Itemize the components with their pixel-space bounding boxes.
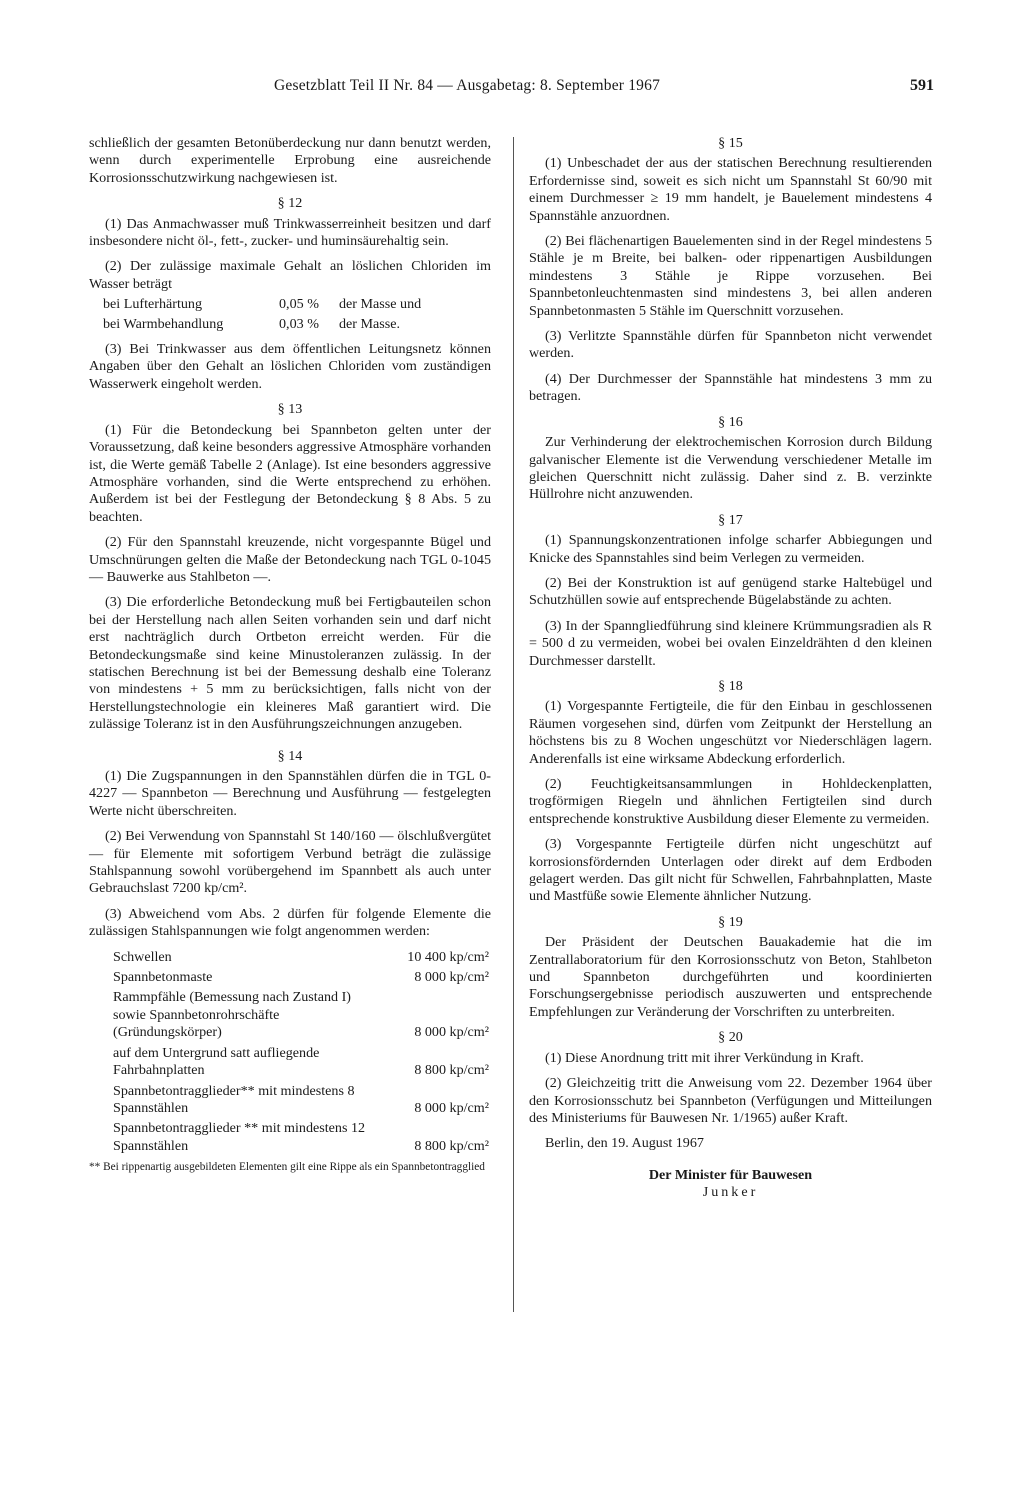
paragraph: (1) Die Zugspannungen in den Spannstählen dürfen die in TGL 0-4227 — Spannbeton — Berechnung und Ausführung — festgelegten Werte nicht überschreiten.	[89, 768, 491, 819]
place-date: Berlin, den 19. August 1967	[545, 1135, 704, 1152]
chloride-value: 0,05 %	[279, 296, 319, 313]
signature-title: Der Minister für Bauwesen	[648, 1166, 813, 1183]
chloride-value: 0,03 %	[279, 315, 319, 332]
paragraph: (2) Für den Spannstahl kreuzende, nicht vorgespannte Bügel und Umschnürungen gelten die Maße der Betondeckung nach TGL 0-1045 — Bauwerke aus Stahlbeton —.	[89, 534, 491, 585]
paragraph: Der Präsident der Deutschen Bauakademie hat die im Zentrallaboratorium für den Korrosionsschutz von Beton, Stahlbeton und Spannbeton durchgeführten und koordinierten Forschungsergebnisse periodisch auszuwerten und entsprechende Empfehlungen zur Veränderung der Vorschriften zu unterbreiten.	[529, 934, 932, 1020]
element-name: Rammpfähle (Bemessung nach Zustand I) sowie Spannbetonrohrschäfte (Gründungskörper)	[113, 989, 351, 1041]
paragraph: (3) Vorgespannte Fertigteile dürfen nicht ungeschützt auf korrosionsfördernden Unterlagen oder direkt auf dem Erdboden gelagert werden. Das gilt nicht für Schwellen, Fahrbahnplatten, Maste und Mastfüße sowie Elemente ähnlicher Nutzung.	[529, 836, 932, 905]
chloride-row	[103, 316, 491, 333]
paragraph: (2) Feuchtigkeitsansammlungen in Hohldeckenplatten, trogförmigen Riegeln und ähnlichen Fertigteilen sind durch entsprechende konstruktive Ausbildung dieser Elemente zu vermeiden.	[529, 776, 932, 827]
table-row	[113, 1045, 489, 1080]
paragraph: (1) Vorgespannte Fertigteile, die für den Einbau in geschlossenen Räumen vorgesehen sind, dürfen vom Zeitpunkt der Herstellung an höchstens bis zu 8 Wochen ungeschützt vor Niederschlägen lagern. Anderenfalls ist eine wirksame Abdeckung erforderlich.	[529, 698, 932, 767]
section-heading-20: § 20	[718, 1029, 743, 1046]
paragraph: (3) Abweichend vom Abs. 2 dürfen für folgende Elemente die zulässigen Stahlspannungen wie folgt angenommen werden:	[89, 905, 491, 940]
paragraph: Zur Verhinderung der elektrochemischen Korrosion durch Bildung galvanischer Elemente ist die Verwendung verschiedener Metalle im gleichen Querschnitt nicht zulässig. Daher sind z. B. verzinkte Hüllrohre nicht anzuwenden.	[529, 434, 932, 503]
element-name: Spannbetontragglieder ** mit mindestens 12 Spannstählen	[113, 1120, 366, 1154]
paragraph: (4) Der Durchmesser der Spannstähle hat mindestens 3 mm zu betragen.	[529, 370, 932, 405]
section-heading-17: § 17	[718, 511, 743, 528]
table-row	[113, 989, 489, 1041]
section-heading-13: § 13	[277, 401, 303, 418]
signature-name: Junker	[702, 1184, 759, 1201]
chloride-label: bei Lufterhärtung	[103, 296, 203, 313]
table-row	[113, 949, 489, 966]
paragraph: (2) Bei Verwendung von Spannstahl St 140/160 — ölschlußvergütet — für Elemente mit sofortigem Verbund beträgt die zulässige Stahlspannung sowohl vorübergehend im Spannbett als auch unter Gebrauchslast 7200 kp/cm².	[89, 828, 491, 897]
paragraph: (1) Das Anmachwasser muß Trinkwasserreinheit besitzen und darf insbesondere nicht öl-, fett-, zucker- und huminsäurehaltig sein.	[89, 215, 491, 250]
element-name: Spannbetontragglieder** mit mindestens 8 Spannstählen	[113, 1082, 355, 1116]
table-row	[113, 1120, 489, 1155]
section-heading-15: § 15	[718, 135, 743, 151]
left-column	[89, 135, 491, 1174]
chloride-row	[103, 296, 491, 313]
section-heading-19: § 19	[718, 913, 743, 930]
section-heading-14: § 14	[277, 747, 303, 764]
stress-value: 8 800 kp/cm²	[414, 1137, 489, 1154]
stress-value: 8 000 kp/cm²	[414, 969, 489, 986]
footnote: ** Bei rippenartig ausgebildeten Elementen gilt eine Rippe als ein Spannbetontragglied	[89, 1161, 485, 1174]
stress-value: 10 400 kp/cm²	[407, 948, 489, 965]
paragraph: (1) Diese Anordnung tritt mit ihrer Verkündung in Kraft.	[545, 1049, 864, 1066]
stress-value: 8 000 kp/cm²	[414, 1024, 489, 1041]
section-heading-16: § 16	[718, 413, 743, 430]
paragraph: (1) Unbeschadet der aus der statischen Berechnung resultierenden Erfordernisse sind, soweit es sich nicht um Spannstahl St 60/90 mit einem Durchmesser ≥ 19 mm handelt, je Bauelement mindestens 4 Spannstähle anzuordnen.	[529, 155, 932, 224]
element-name: Spannbetonmaste	[113, 969, 213, 986]
paragraph: (3) Die erforderliche Betondeckung muß bei Fertigbauteilen schon bei der Herstellung nach allen Seiten vorhanden sein und darf nicht erst nachträglich durch Ortbeton erreicht werden. Für die Betondeckungsmaße sind keine Minustoleranzen zulässig. In der statischen Berechnung ist bei der Bemessung deshalb eine Toleranz von mindestens + 5 mm zu berücksichtigen, falls nicht von der Herstellungstechnologie ein kleineres Maß garantiert wird. Die zulässige Toleranz ist in den Ausführungszeichnungen anzugeben.	[89, 594, 491, 733]
chloride-suffix: der Masse.	[339, 315, 401, 332]
paragraph: (2) Gleichzeitig tritt die Anweisung vom 22. Dezember 1964 über den Korrosionsschutz bei Spannbeton (Verfügungen und Mitteilungen des Ministeriums für Bauwesen Nr. 1/1965) außer Kraft.	[529, 1075, 932, 1126]
paragraph: (1) Spannungskonzentrationen infolge scharfer Abbiegungen und Knicke des Spannstahles sind beim Verlegen zu vermeiden.	[529, 532, 932, 566]
paragraph: (3) In der Spanngliedführung sind kleinere Krümmungsradien als R = 500 d zu vermeiden, wobei bei ovalen Einzeldrähten d den kleinen Durchmesser darstellt.	[529, 617, 932, 669]
paragraph: (1) Für die Betondeckung bei Spannbeton gelten unter der Voraussetzung, daß keine besonders aggressive Atmosphäre vorhanden ist, die Werte gemäß Tabelle 2 (Anlage). Ist eine besonders aggressive Atmosphäre vorhanden, sind die Werte entsprechend zu erhöhen. Außerdem ist bei der Festlegung der Betondeckung § 8 Abs. 5 zu beachten.	[89, 421, 491, 525]
intro-paragraph: schließlich der gesamten Betonüberdeckung nur dann benutzt werden, wenn durch experimentelle Erprobung eine ausreichende Korrosionsschutzwirkung nachgewiesen ist.	[89, 135, 491, 186]
table-row	[113, 969, 489, 986]
section-heading-18: § 18	[718, 677, 743, 694]
column-divider	[513, 137, 514, 1312]
stress-table	[113, 949, 489, 1155]
paragraph: (2) Bei der Konstruktion ist auf genügend starke Haltebügel und Schutzhüllen sowie auf entsprechende Bügelabstände zu achten.	[529, 574, 932, 609]
chloride-suffix: der Masse und	[339, 296, 422, 313]
paragraph: (2) Der zulässige maximale Gehalt an löslichen Chloriden im Wasser beträgt	[89, 258, 491, 292]
page-number: 591	[910, 77, 934, 94]
section-heading-12: § 12	[277, 195, 303, 212]
table-row	[113, 1083, 489, 1118]
stress-value: 8 000 kp/cm²	[414, 1099, 489, 1116]
paragraph: (3) Bei Trinkwasser aus dem öffentlichen Leitungsnetz können Angaben über den Gehalt an löslichen Chloriden vom zuständigen Wasserwerk eingeholt werden.	[89, 341, 491, 392]
header-title: Gesetzblatt Teil II Nr. 84 — Ausgabetag: 8. September 1967	[274, 77, 661, 94]
stress-value: 8 800 kp/cm²	[414, 1062, 489, 1079]
chloride-label: bei Warmbehandlung	[103, 315, 224, 332]
paragraph: (2) Bei flächenartigen Bauelementen sind in der Regel mindestens 5 Stähle je m Breite, bei balken- oder rippenartigen Ausbildungen mindestens 3 Stähle je Rippe vorzusehen. Bei Spannbetonleuchtenmasten sind mindestens 3, bei allen anderen Spannbetonmasten 5 Stähle im Querschnitt vorzusehen.	[529, 233, 932, 319]
paragraph: (3) Verlitzte Spannstähle dürfen für Spannbeton nicht verwendet werden.	[529, 328, 932, 362]
page-header	[90, 77, 934, 103]
element-name: Schwellen	[113, 948, 172, 965]
right-column	[529, 135, 932, 1202]
element-name: auf dem Untergrund satt aufliegende Fahrbahnplatten	[113, 1044, 320, 1079]
